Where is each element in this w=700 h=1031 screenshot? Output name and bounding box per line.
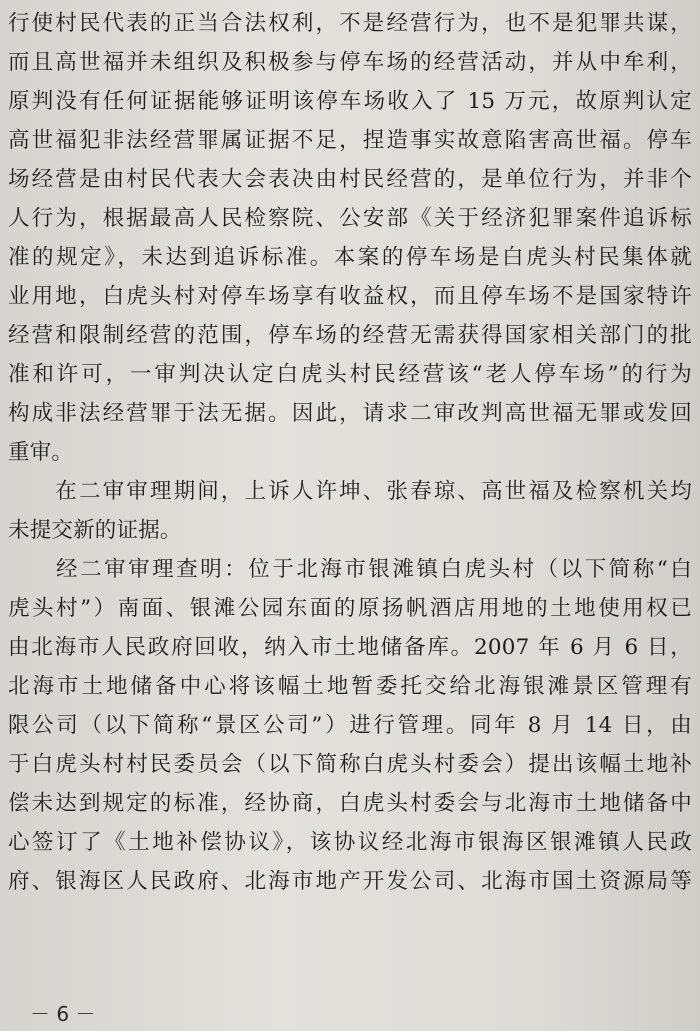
body-text xyxy=(8,4,692,901)
text-line: 于白虎头村村民委员会（以下简称白虎头村委会）提出该幅土地补 xyxy=(8,752,692,777)
text-line: 重审。 xyxy=(8,440,74,465)
text-line: 北海市土地储备中心将该幅土地暂委托交给北海银滩景区管理有 xyxy=(8,674,692,699)
text-line: 由北海市人民政府回收，纳入市土地储备库。2007 年 6 月 6 日， xyxy=(8,635,692,660)
text-line: 原判没有任何证据能够证明该停车场收入了 15 万元，故原判认定 xyxy=(8,89,692,114)
text-line: 限公司（以下简称“景区公司”）进行管理。同年 8 月 14 日，由 xyxy=(8,713,692,738)
text-line: 准的规定》，未达到追诉标准。本案的停车场是白虎头村民集体就 xyxy=(8,245,692,270)
text-line: 偿未达到规定的标准，经协商，白虎头村委会与北海市土地储备中 xyxy=(8,791,692,816)
text-line: 经营和限制经营的范围，停车场的经营无需获得国家相关部门的批 xyxy=(8,323,692,348)
page-number: － 6 － xyxy=(30,1002,96,1026)
text-line: 府、银海区人民政府、北海市地产开发公司、北海市国土资源局等 xyxy=(8,869,692,894)
text-line: 行使村民代表的正当合法权利，不是经营行为，也不是犯罪共谋， xyxy=(8,11,692,36)
text-line: 业用地，白虎头村对停车场享有收益权，而且停车场不是国家特许 xyxy=(8,284,692,309)
text-line: 而且高世福并未组织及积极参与停车场的经营活动，并从中牟利， xyxy=(8,50,692,75)
text-line: 人行为，根据最高人民检察院、公安部《关于经济犯罪案件追诉标 xyxy=(8,206,692,231)
text-line: 准和许可，一审判决认定白虎头村民经营该“老人停车场”的行为 xyxy=(8,362,692,387)
text-line: 经二审审理查明：位于北海市银滩镇白虎头村（以下简称“白 xyxy=(8,557,692,582)
text-line: 场经营是由村民代表大会表决由村民经营的，是单位行为，并非个 xyxy=(8,167,692,192)
text-line: 构成非法经营罪于法无据。因此，请求二审改判高世福无罪或发回 xyxy=(8,401,692,426)
text-line: 在二审审理期间，上诉人许坤、张春琼、高世福及检察机关均 xyxy=(8,479,692,504)
text-line: 心签订了《土地补偿协议》，该协议经北海市银海区银滩镇人民政 xyxy=(8,830,692,855)
text-line: 高世福犯非法经营罪属证据不足，捏造事实故意陷害高世福。停车 xyxy=(8,128,692,153)
text-line: 虎头村”）南面、银滩公园东面的原扬帆酒店用地的土地使用权已 xyxy=(8,596,692,621)
text-line: 未提交新的证据。 xyxy=(8,518,182,543)
